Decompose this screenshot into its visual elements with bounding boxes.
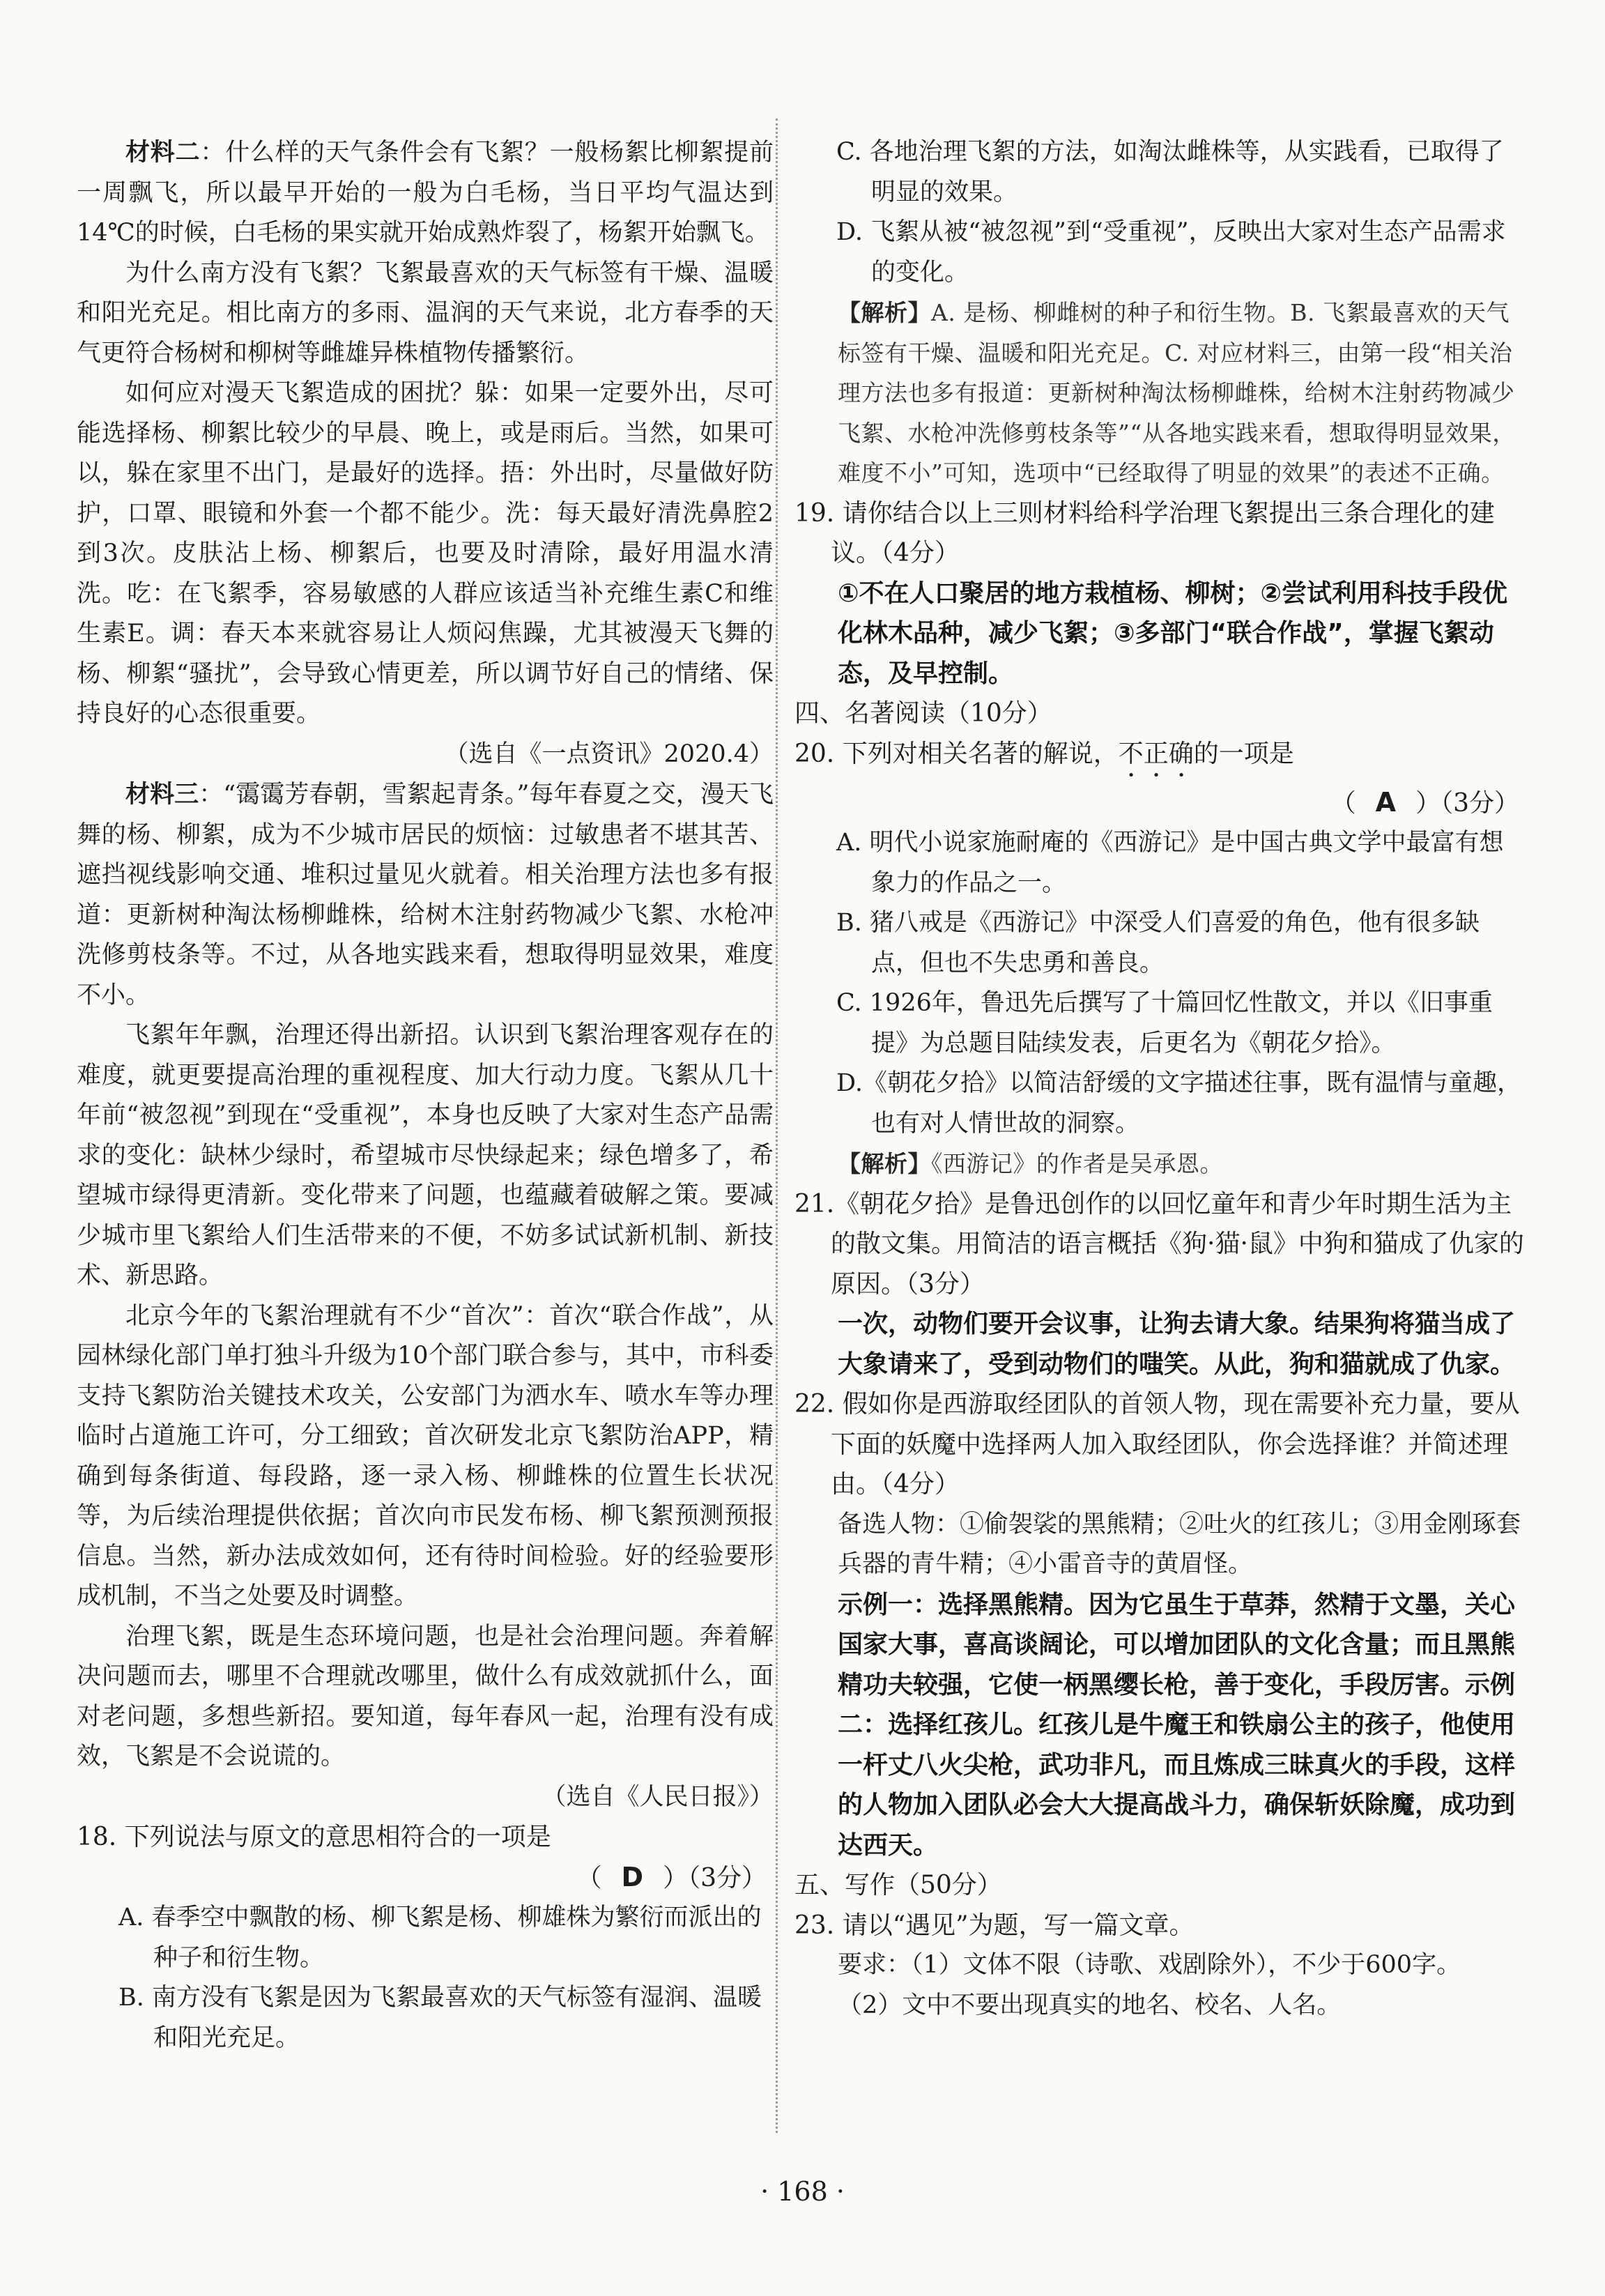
material-3-para-3: 北京今年的飞絮治理就有不少“首次”：首次“联合作战”，从园林绿化部门单打独斗升级为10个部门联合参与，其中，市科委支持飞絮防治关键技术攻关，公安部门为洒水车、喷水车等办理临时占道施工许可，分工细致；首次研发北京飞絮防治APP，精确到每条街道、每段路，逐一录入杨、柳雌株的位置生长状况等，为后续治理提供依据；首次向市民发布杨、柳飞絮预测预报信息。当然，新办法成效如何，还有待时间检验。好的经验要形成机制，不当之处要及时调整。 (77, 1301, 774, 1610)
question-18-option-c: C. 各地治理飞絮的方法，如淘汰雌株等，从实践看，已取得了明显的效果。 (836, 138, 1504, 206)
material-3-source: （选自《人民日报》） (542, 1782, 774, 1811)
material-2-para-2: 为什么南方没有飞絮？飞絮最喜欢的天气标签有干燥、温暖和阳光充足。相比南方的多雨、温润的天气来说，北方春季的天气更符合杨树和柳树等雌雄异株植物传播繁衍。 (77, 259, 774, 367)
material-3-para-2: 飞絮年年飘，治理还得出新招。认识到飞絮治理客观存在的难度，就更要提高治理的重视程度、加大行动力度。飞絮从几十年前“被忽视”到现在“受重视”，本身也反映了大家对生态产品需求的变化：缺林少绿时，希望城市尽快绿起来；绿色增多了，希望城市绿得更清新。变化带来了问题，也蕴藏着破解之策。要减少城市里飞絮给人们生活带来的不便，不妨多试试新机制、新技术、新思路。 (77, 1021, 774, 1289)
section-4-heading: 四、名著阅读（10分） (794, 699, 1052, 728)
question-22-stem: 22. 假如你是西游取经团队的首领人物，现在需要补充力量，要从下面的妖魔中选择两人加入取经团队，你会选择谁？并简述理由。（4分） (794, 1390, 1520, 1499)
material-2-label: 材料二 (125, 138, 201, 167)
question-18-stem: 18. 下列说法与原文的意思相符合的一项是 (77, 1823, 551, 1851)
material-2-para-3: 如何应对漫天飞絮造成的困扰？躲：如果一定要外出，尽可能选择杨、柳絮比较少的早晨、晚上，或是雨后。当然，如果可以，躲在家里不出门，是最好的选择。捂：外出时，尽量做好防护，口罩、眼镜和外套一个都不能少。洗：每天最好清洗鼻腔2到3次。皮肤沾上杨、柳絮后，也要及时清除，最好用温水清洗。吃：在飞絮季，容易敏感的人群应该适当补充维生素C和维生素E。调：春天本来就容易让人烦闷焦躁，尤其被漫天飞舞的杨、柳絮“骚扰”，会导致心情更差，所以调节好自己的情绪、保持良好的心态很重要。 (77, 379, 774, 728)
question-20-stem: 20. 下列对相关名著的解说，不正确的一项是 (794, 739, 1294, 768)
question-20-option-c: C. 1926年，鲁迅先后撰写了十篇回忆性散文，并以《旧事重提》为总题目陆续发表，后更名为《朝花夕拾》。 (836, 989, 1493, 1057)
question-21-stem: 21.《朝花夕拾》是鲁迅创作的以回忆童年和青少年时期生活为主的散文集。用简洁的语言概括《狗·猫·鼠》中狗和猫成了仇家的原因。（3分） (794, 1189, 1524, 1299)
page-number: · 168 · (760, 2176, 845, 2207)
question-19-stem: 19. 请你结合以上三则材料给科学治理飞絮提出三条合理化的建议。（4分） (794, 498, 1495, 567)
question-23-requirement-2: （2）文中不要出现真实的地名、校名、人名。 (838, 1991, 1342, 2019)
question-18-option-a: A. 春季空中飘散的杨、柳飞絮是杨、柳雄株为繁衍而派出的种子和衍生物。 (118, 1904, 762, 1972)
section-5-heading: 五、写作（50分） (794, 1871, 1002, 1899)
question-18-option-b: B. 南方没有飞絮是因为飞絮最喜欢的天气标签有湿润、温暖和阳光充足。 (118, 1984, 762, 2052)
material-3-label: 材料三 (125, 780, 199, 809)
question-20-option-d: D.《朝花夕拾》以简洁舒缓的文字描述往事，既有温情与童趣，也有对人情世故的洞察。 (836, 1069, 1521, 1138)
question-22-candidates: 备选人物：①偷袈裟的黑熊精；②吐火的红孩儿；③用金刚琢套兵器的青牛精；④小雷音寺的黄眉怪。 (838, 1510, 1521, 1578)
question-22-answer: 示例一：选择黑熊精。因为它虽生于草莽，然精于文墨，关心国家大事，喜高谈阔论，可以增加团队的文化含量；而且黑熊精功夫较强，它使一柄黑缨长枪，善于变化，手段厉害。示例二：选择红孩儿。红孩儿是牛魔王和铁扇公主的孩子，他使用一杆丈八火尖枪，武功非凡，而且炼成三昧真火的手段，这样的人物加入团队必会大大提高战斗力，确保斩妖除魔，成功到达西天。 (838, 1590, 1516, 1860)
column-divider (776, 118, 778, 2133)
question-21-answer: 一次，动物们要开会议事，让狗去请大象。结果狗将猫当成了大象请来了，受到动物们的嗤笑。从此，狗和猫就成了仇家。 (838, 1310, 1516, 1379)
question-18-answer-slot: （ D ）（3分） (576, 1861, 767, 1892)
left-column (77, 132, 774, 2058)
question-20-option-a: A. 明代小说家施耐庵的《西游记》是中国古典文学中最富有想象力的作品之一。 (836, 829, 1504, 897)
question-20-analysis: 【解析】《西游记》的作者是吴承恩。 (838, 1150, 1223, 1177)
question-19-answer: ①不在人口聚居的地方栽植杨、柳树；②尝试利用科技手段优化林木品种，减少飞絮；③多部门“联合作战”，掌握飞絮动态，及早控制。 (838, 579, 1507, 688)
question-20-answer-slot: （ A ）（3分） (1330, 786, 1519, 818)
right-column (794, 132, 1526, 2026)
material-3-para-1: 材料三：“霭霭芳春朝，雪絮起青条。”每年春夏之交，漫天飞舞的杨、柳絮，成为不少城市居民的烦恼：过敏患者不堪其苦、遮挡视线影响交通、堆积过量见火就着。相关治理方法也多有报道：更新树种淘汰杨柳雌株，给树木注射药物减少飞絮、水枪冲洗修剪枝条等。不过，从各地实践来看，想取得明显效果，难度不小。 (77, 780, 774, 1009)
material-2-source: （选自《一点资讯》2020.4） (444, 740, 774, 768)
question-20-answer: A (1375, 786, 1397, 818)
material-3-para-4: 治理飞絮，既是生态环境问题，也是社会治理问题。奔着解决问题而去，哪里不合理就改哪里，做什么有成效就抓什么，面对老问题，多想些新招。要知道，每年春风一起，治理有没有成效，飞絮是不会说谎的。 (77, 1622, 774, 1770)
question-20-option-b: B. 猪八戒是《西游记》中深受人们喜爱的角色，他有很多缺点，但也不失忠勇和善良。 (836, 909, 1480, 977)
question-18-analysis: 【解析】A. 是杨、柳雌树的种子和衍生物。B. 飞絮最喜欢的天气标签有干燥、温暖和阳光充足。C. 对应材料三，由第一段“相关治理方法也多有报道：更新树种淘汰杨柳雌株，给树木注射药物减少飞絮、水枪冲洗修剪枝条等”“从各地实践来看，想取得明显效果，难度不小”可知，选项中“已经取得了明显的效果”的表述不正确。 (838, 299, 1516, 487)
material-2-para-1: 材料二：什么样的天气条件会有飞絮？一般杨絮比柳絮提前一周飘飞，所以最早开始的一般为白毛杨，当日平均气温达到14℃的时候，白毛杨的果实就开始成熟炸裂了，杨絮开始飘飞。 (77, 138, 774, 247)
question-23-stem: 23. 请以“遇见”为题，写一篇文章。 (794, 1911, 1195, 1940)
question-18-answer: D (621, 1861, 644, 1892)
question-18-option-d: D. 飞絮从被“被忽视”到“受重视”，反映出大家对生态产品需求的变化。 (836, 218, 1506, 286)
question-23-requirement-1: 要求：（1）文体不限（诗歌、戏剧除外），不少于600字。 (838, 1951, 1461, 1979)
